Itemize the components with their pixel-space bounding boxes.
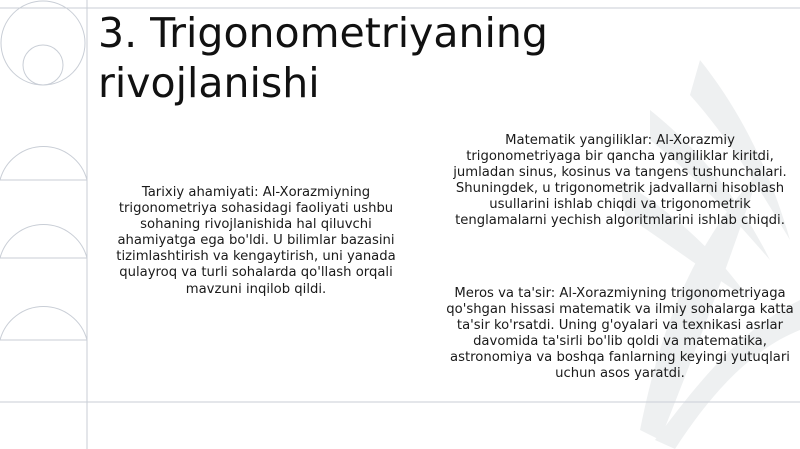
palm-leaf-watermark xyxy=(620,60,800,449)
historical-significance-text: Tarixiy ahamiyati: Al-Xorazmiyning trigonometriya sohasidagi faoliyati ushbu sohaning rivojlanishida hal qiluvchi ahamiyatga ega bo'ldi. U bilimlar bazasini tizimlashtirish va kengaytirish, uni yanada qulayroq va turli sohalarda qo'llash orqali mavzuni inqilob qildi. xyxy=(116,185,396,297)
slide-title: 3. Trigonometriyaning rivojlanishi xyxy=(98,9,548,107)
legacy-influence-text: Meros va ta'sir: Al-Xorazmiyning trigonometriyaga qo'shgan hissasi matematik va ilmiy sohalarga katta ta'sir ko'rsatdi. Uning g'oyalari va texnikasi asrlar davomida ta'sirli bo'lib qoldi va matematika, astronomiya va boshqa fanlarning keyingi yutuqlari uchun asos yaratdi. xyxy=(446,286,794,382)
mathematical-innovations-text: Matematik yangiliklar: Al-Xorazmiy trigonometriyaga bir qancha yangiliklar kiritdi, jumladan sinus, kosinus va tangens tushunchalari. Shuningdek, u trigonometrik jadvallarni hisoblash usullarini ishlab chiqdi va trigonometrik tenglamalarni yechish algoritmlarini ishlab chiqdi. xyxy=(453,133,787,229)
